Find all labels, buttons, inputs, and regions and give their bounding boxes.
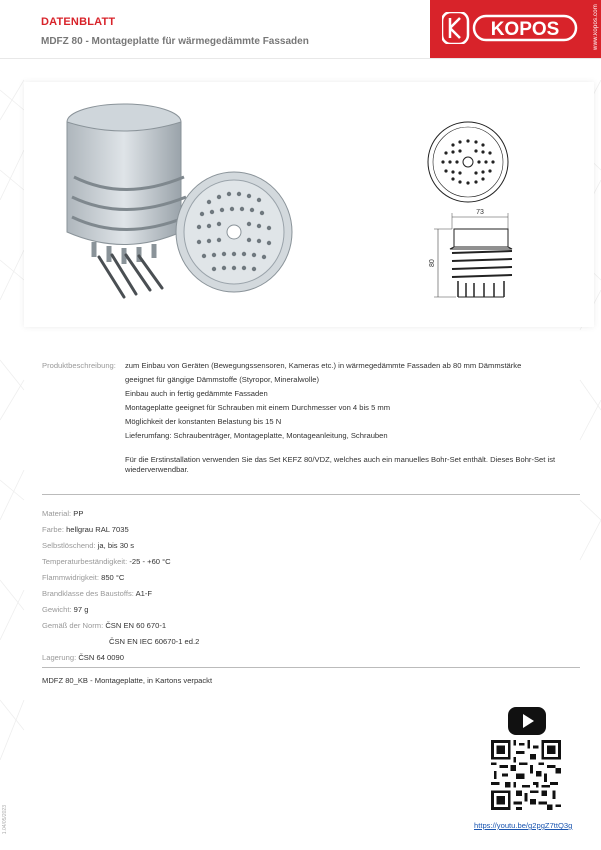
height-dimension: 80 — [429, 259, 436, 267]
packaging-text: MDFZ 80_KB - Montageplatte, in Kartons verpackt — [42, 676, 213, 685]
brand-url: www.kopos.com — [593, 4, 599, 50]
description-item: geeignet für gängige Dämmstoffe (Styropor, Mineralwolle) — [125, 375, 320, 384]
property-label: Gewicht: — [42, 605, 72, 614]
property-row — [42, 573, 124, 582]
separator — [42, 667, 580, 668]
document-title: MDFZ 80 - Montageplatte für wärmegedämmte Fassaden — [41, 36, 309, 47]
property-label: Temperaturbeständigkeit: — [42, 557, 128, 566]
document-code: 1.04/05/2023 — [2, 805, 8, 835]
property-value: hellgrau RAL 7035 — [66, 525, 129, 534]
packaging-section — [42, 676, 580, 688]
description-label: Produktbeschreibung: — [42, 361, 116, 370]
width-dimension: 73 — [476, 209, 484, 216]
description-item: Montageplatte geeignet für Schrauben mit einem Durchmesser von 4 bis 5 mm — [125, 403, 391, 412]
property-label: Farbe: — [42, 525, 64, 534]
property-row — [42, 509, 83, 518]
property-row — [42, 525, 129, 534]
property-value: ČSN EN IEC 60670-1 ed.2 — [109, 637, 200, 646]
property-row — [42, 605, 88, 614]
qr-code[interactable] — [491, 740, 561, 810]
property-value: PP — [73, 509, 84, 518]
property-row — [42, 621, 166, 630]
property-value: ja, bis 30 s — [97, 541, 135, 550]
property-label: Lagerung: — [42, 653, 77, 662]
product-images — [24, 82, 594, 327]
video-link[interactable]: https://youtu.be/g2pgZ7ttQ3g — [474, 821, 573, 830]
property-value: ČSN 64 0090 — [78, 653, 124, 662]
property-row — [42, 541, 134, 550]
property-label: Selbstlöschend: — [42, 541, 96, 550]
header — [0, 0, 601, 59]
property-label: Gemäß der Norm: — [42, 621, 104, 630]
property-row — [42, 653, 124, 662]
property-row — [42, 557, 171, 566]
description-item: zum Einbau von Geräten (Bewegungssensoren, Kameras etc.) in wärmegedämmte Fassaden ab 80 mm Dämmstärke — [125, 361, 522, 370]
property-value: ČSN EN 60 670-1 — [105, 621, 167, 630]
property-value: A1-F — [135, 589, 153, 598]
property-value: 850 °C — [101, 573, 125, 582]
property-label: Material: — [42, 509, 72, 518]
property-row — [109, 637, 199, 646]
product-photo — [44, 92, 324, 322]
technical-drawing — [408, 117, 528, 347]
installation-note: Für die Erstinstallation verwenden Sie das Set KEFZ 80/VDZ, welches auch ein manuelles Bohr-Set enthält. Dieses Bohr-Set ist wiederverwendbar. — [125, 455, 556, 474]
property-label: Flammwidrigkeit: — [42, 573, 99, 582]
property-value: 97 g — [73, 605, 89, 614]
description-item: Lieferumfang: Schraubenträger, Montageplatte, Montageanleitung, Schrauben — [125, 431, 388, 440]
brand-logo-box — [430, 0, 601, 58]
property-row — [42, 589, 152, 598]
description-item: Möglichkeit der konstanten Belastung bis 15 N — [125, 417, 282, 426]
youtube-play-icon[interactable] — [508, 706, 546, 736]
property-value: -25 - +60 °C — [129, 557, 171, 566]
description-item: Einbau auch in fertig gedämmte Fassaden — [125, 389, 268, 398]
kopos-logo — [442, 12, 582, 44]
property-label: Brandklasse des Baustoffs: — [42, 589, 134, 598]
description-section — [42, 361, 580, 481]
separator — [42, 494, 580, 495]
document-type: DATENBLATT — [41, 16, 116, 28]
brand-name: KOPOS — [490, 19, 560, 40]
properties-section — [42, 509, 580, 662]
